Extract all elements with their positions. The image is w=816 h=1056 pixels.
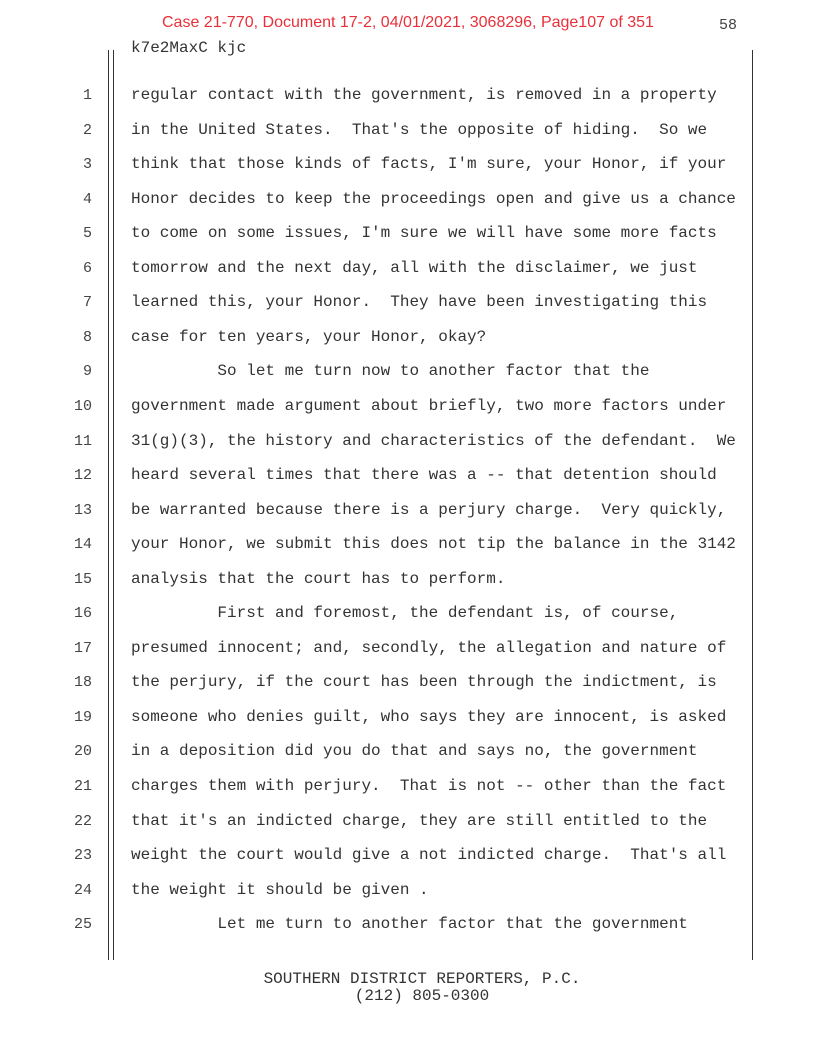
transcript-line: learned this, your Honor. They have been investigating this	[131, 293, 708, 312]
line-number: 8	[82, 328, 92, 346]
transcript-line: regular contact with the government, is removed in a property	[131, 86, 717, 104]
transcript-line: the perjury, if the court has been through the indictment, is	[131, 673, 717, 692]
line-number: 2	[82, 121, 92, 139]
line-number: 5	[82, 225, 92, 243]
line-number: 18	[73, 674, 92, 692]
line-number: 7	[82, 294, 92, 312]
left-margin-line	[113, 50, 114, 960]
line-number: 17	[73, 639, 92, 657]
transcript-line: to come on some issues, I'm sure we will have some more facts	[131, 224, 717, 243]
footer-reporter: SOUTHERN DISTRICT REPORTERS, P.C.	[263, 970, 581, 988]
transcript-line: analysis that the court has to perform.	[131, 569, 506, 588]
transcript-line: case for ten years, your Honor, okay?	[131, 327, 487, 346]
transcript-line: Let me turn to another factor that the government	[131, 915, 688, 934]
transcript-line: 31(g)(3), the history and characteristics of the defendant. We	[131, 431, 736, 450]
line-number: 4	[82, 190, 92, 208]
transcript-line: heard several times that there was a -- that detention should	[131, 466, 717, 485]
line-number: 24	[73, 881, 92, 899]
line-number: 1	[82, 87, 92, 104]
transcript-line: in the United States. That's the opposite of hiding. So we	[131, 120, 708, 139]
line-number: 9	[82, 363, 92, 381]
case-stamp: Case 21-770, Document 17-2, 04/01/2021, 3068296, Page107 of 351	[162, 14, 654, 31]
transcript-line: your Honor, we submit this does not tip the balance in the 3142	[131, 535, 736, 554]
line-number: 21	[73, 778, 92, 795]
line-number: 11	[73, 432, 92, 450]
line-number: 19	[73, 708, 92, 726]
transcript-line: tomorrow and the next day, all with the disclaimer, we just	[131, 258, 698, 277]
line-number: 13	[73, 501, 92, 519]
line-number: 23	[73, 847, 92, 865]
transcript-line: in a deposition did you do that and says no, the government	[131, 742, 698, 761]
line-number: 25	[73, 916, 92, 934]
transcript-line: charges them with perjury. That is not -- other than the fact	[131, 777, 727, 795]
transcript-line: someone who denies guilt, who says they are innocent, is asked	[131, 707, 727, 726]
transcript-line: government made argument about briefly, two more factors under	[131, 396, 727, 415]
transcript-line: be warranted because there is a perjury charge. Very quickly,	[131, 500, 727, 519]
transcript-line: Honor decides to keep the proceedings open and give us a chance	[131, 189, 736, 208]
left-margin-line	[108, 50, 109, 960]
line-number: 12	[73, 467, 92, 485]
line-number: 3	[82, 156, 92, 174]
line-number: 16	[73, 605, 92, 623]
transcript-line: that it's an indicted charge, they are still entitled to the	[131, 811, 708, 830]
transcript-line: First and foremost, the defendant is, of course,	[131, 604, 679, 623]
transcript-line: So let me turn now to another factor that the	[131, 362, 650, 381]
line-number: 6	[82, 259, 92, 277]
line-number: 10	[73, 397, 92, 415]
transcript-header: k7e2MaxC kjc	[131, 39, 247, 57]
page-number: 58	[719, 17, 738, 34]
line-number: 14	[73, 536, 92, 554]
transcript-line: think that those kinds of facts, I'm sure, your Honor, if your	[131, 155, 727, 174]
line-number: 22	[73, 812, 92, 830]
transcript-line: the weight it should be given .	[131, 880, 429, 899]
footer-phone: (212) 805-0300	[354, 987, 490, 1005]
transcript-line: weight the court would give a not indicted charge. That's all	[131, 846, 727, 865]
right-margin-line	[752, 50, 753, 960]
line-number: 20	[73, 743, 92, 761]
transcript-line: presumed innocent; and, secondly, the allegation and nature of	[131, 638, 727, 657]
line-number: 15	[73, 570, 92, 588]
